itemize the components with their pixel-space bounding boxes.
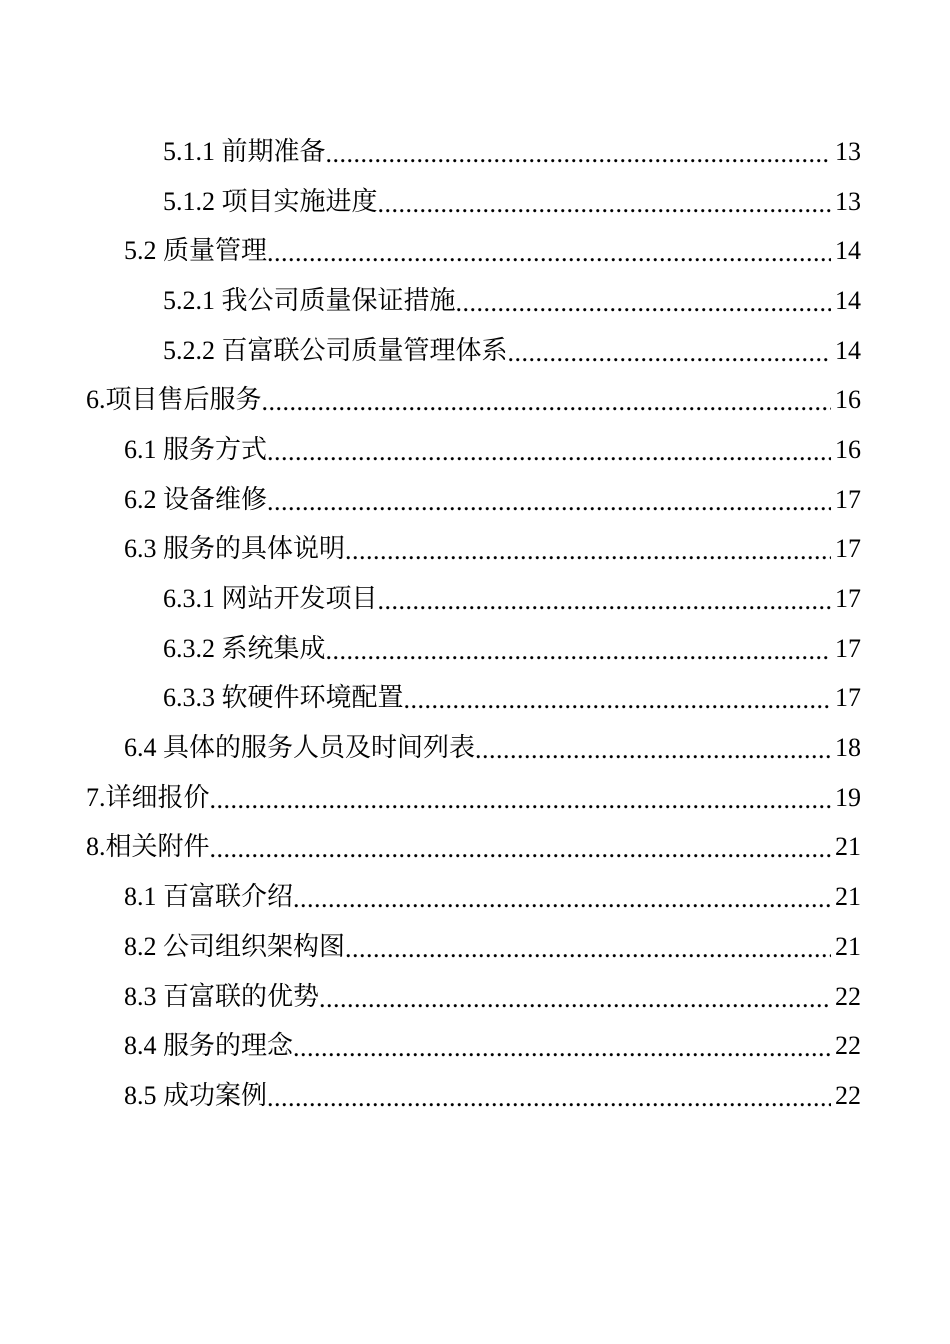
toc-entry-label: 8.5 成功案例 [124,1080,268,1110]
toc-dot-leader [378,191,831,217]
toc-entry[interactable] [0,525,950,575]
toc-dot-leader [210,836,831,862]
toc-entry[interactable] [0,972,950,1022]
toc-dot-leader [267,1085,831,1111]
toc-entry-label: 6.项目售后服务 [86,385,262,415]
toc-dot-leader [345,936,831,962]
toc-entry-label: 6.3.1 网站开发项目 [163,584,378,614]
toc-dot-leader [326,141,831,167]
toc-dot-leader [262,389,831,415]
toc-entry[interactable] [0,773,950,823]
toc-entry[interactable] [0,872,950,922]
toc-entry-label: 6.2 设备维修 [124,484,268,514]
toc-entry-label: 5.2.1 我公司质量保证措施 [163,285,456,315]
toc-entry-page-number: 13 [835,186,861,216]
toc-entry-page-number: 17 [835,584,861,614]
toc-dot-leader [404,687,831,713]
toc-entry-label: 8.4 服务的理念 [124,1031,294,1061]
toc-entry-page-number: 21 [835,882,861,912]
toc-entry[interactable] [0,922,950,972]
toc-entry-page-number: 18 [835,733,861,763]
toc-dot-leader [267,439,831,465]
toc-dot-leader [293,1035,831,1061]
toc-entry-label: 5.2 质量管理 [124,236,268,266]
toc-dot-leader [345,538,831,564]
toc-entry[interactable] [0,127,950,177]
toc-entry-page-number: 14 [835,236,861,266]
toc-entry-label: 6.4 具体的服务人员及时间列表 [124,733,476,763]
toc-entry-label: 8.相关附件 [86,832,210,862]
toc-entry[interactable] [0,1021,950,1071]
toc-entry[interactable] [0,1071,950,1121]
toc-dot-leader [210,787,831,813]
toc-entry-page-number: 17 [835,683,861,713]
toc-entry[interactable] [0,177,950,227]
toc-entry[interactable] [0,226,950,276]
toc-dot-leader [326,638,831,664]
table-of-contents [0,127,950,1121]
toc-entry[interactable] [0,674,950,724]
toc-entry-page-number: 13 [835,136,861,166]
toc-entry-page-number: 22 [835,1080,861,1110]
toc-entry-label: 6.3.3 软硬件环境配置 [163,683,404,713]
toc-entry[interactable] [0,475,950,525]
toc-entry[interactable] [0,574,950,624]
toc-entry-label: 5.1.2 项目实施进度 [163,186,378,216]
toc-dot-leader [267,240,831,266]
toc-entry-label: 5.2.2 百富联公司质量管理体系 [163,335,508,365]
toc-entry-page-number: 17 [835,484,861,514]
toc-dot-leader [508,340,831,366]
toc-entry[interactable] [0,276,950,326]
toc-entry[interactable] [0,723,950,773]
toc-entry-label: 6.3 服务的具体说明 [124,534,346,564]
toc-dot-leader [378,588,831,614]
toc-entry-label: 8.3 百富联的优势 [124,981,320,1011]
toc-entry-label: 6.1 服务方式 [124,434,268,464]
toc-entry[interactable] [0,624,950,674]
toc-entry-label: 8.1 百富联介绍 [124,882,294,912]
toc-entry-page-number: 16 [835,434,861,464]
toc-entry-page-number: 22 [835,981,861,1011]
toc-entry-page-number: 17 [835,633,861,663]
toc-entry-page-number: 14 [835,335,861,365]
toc-dot-leader [319,986,831,1012]
toc-entry-label: 5.1.1 前期准备 [163,136,326,166]
toc-entry-page-number: 17 [835,534,861,564]
toc-entry-page-number: 21 [835,832,861,862]
toc-entry-label: 7.详细报价 [86,782,210,812]
toc-entry-page-number: 19 [835,782,861,812]
toc-entry[interactable] [0,375,950,425]
toc-entry[interactable] [0,823,950,873]
toc-dot-leader [293,886,831,912]
toc-entry[interactable] [0,326,950,376]
toc-dot-leader [475,737,831,763]
toc-dot-leader [456,290,831,316]
toc-entry-label: 8.2 公司组织架构图 [124,931,346,961]
toc-entry-page-number: 16 [835,385,861,415]
toc-entry-page-number: 22 [835,1031,861,1061]
toc-entry-label: 6.3.2 系统集成 [163,633,326,663]
toc-entry-page-number: 21 [835,931,861,961]
toc-entry-page-number: 14 [835,285,861,315]
toc-entry[interactable] [0,425,950,475]
toc-dot-leader [267,489,831,515]
